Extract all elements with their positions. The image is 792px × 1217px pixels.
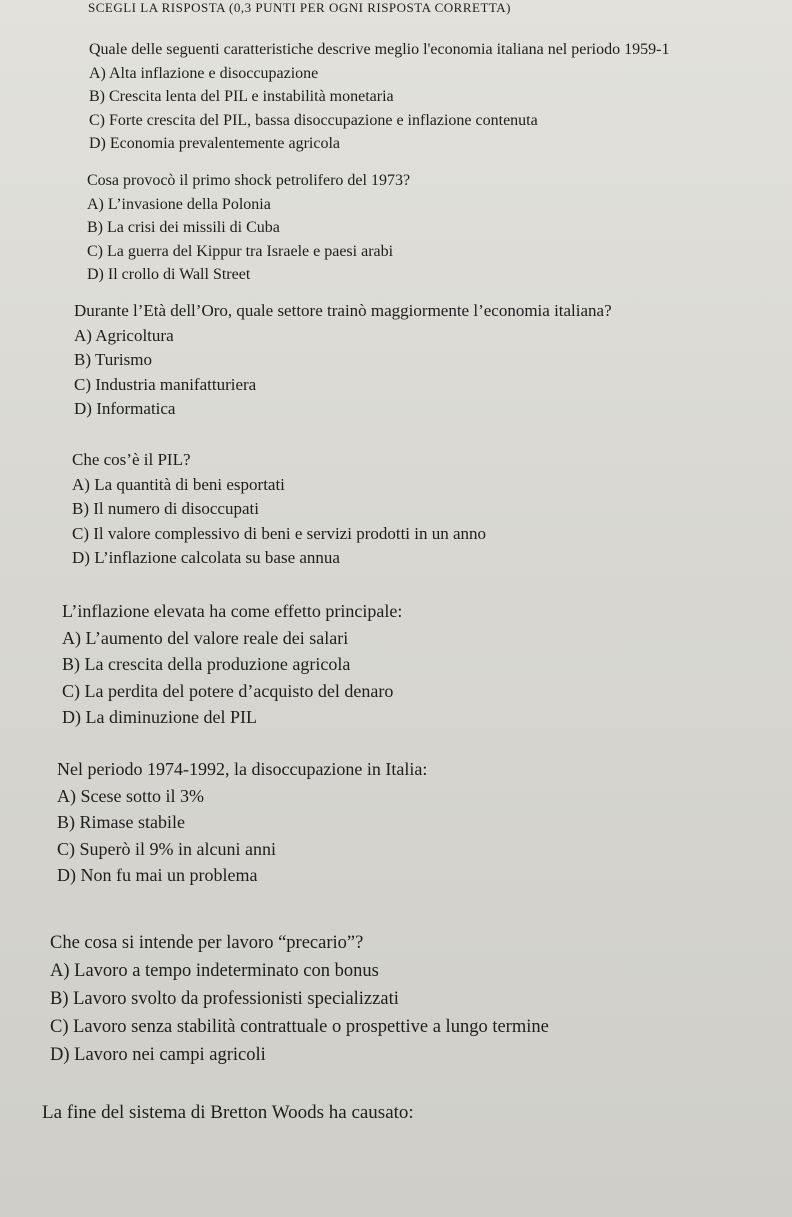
question-block <box>57 756 427 889</box>
answer-option: B) Lavoro svolto da professionisti specializzati <box>50 989 399 1009</box>
question-block <box>50 929 549 1069</box>
instructions-header: SCEGLI LA RISPOSTA (0,3 PUNTI PER OGNI RISPOSTA CORRETTA) <box>88 0 512 15</box>
answer-option: A) Scese sotto il 3% <box>57 785 204 806</box>
question-stem: Durante l’Età dell’Oro, quale settore trainò maggiormente l’economia italiana? <box>74 301 612 320</box>
question-stem: Nel periodo 1974-1992, la disoccupazione in Italia: <box>57 759 428 779</box>
question-block <box>74 299 612 422</box>
answer-option: D) Lavoro nei campi agricoli <box>50 1045 266 1065</box>
question-stem: Quale delle seguenti caratteristiche descrive meglio l'economia italiana nel periodo 1959-1 <box>89 41 670 58</box>
answer-option: C) La guerra del Kippur tra Israele e paesi arabi <box>87 242 394 260</box>
answer-option: B) La crisi dei missili di Cuba <box>87 219 280 236</box>
answer-option: B) La crescita della produzione agricola <box>62 654 351 674</box>
question-block <box>89 38 669 156</box>
answer-option: C) Il valore complessivo di beni e servizi prodotti in un anno <box>72 523 487 543</box>
answer-option: C) La perdita del potere d’acquisto del denaro <box>62 680 394 701</box>
answer-option: B) Crescita lenta del PIL e instabilità monetaria <box>89 88 394 105</box>
answer-option: A) Agricoltura <box>74 325 174 345</box>
answer-option: D) La diminuzione del PIL <box>62 707 257 727</box>
answer-option: A) Alta inflazione e disoccupazione <box>89 64 319 82</box>
answer-option: B) Il numero di disoccupati <box>72 499 259 518</box>
answer-option: C) Forte crescita del PIL, bassa disoccupazione e inflazione contenuta <box>89 111 538 129</box>
answer-option: D) Economia prevalentemente agricola <box>89 135 340 152</box>
answer-option: D) L’inflazione calcolata su base annua <box>72 548 340 567</box>
question-block <box>87 169 410 287</box>
question-block <box>72 448 486 571</box>
answer-option: A) L’invasione della Polonia <box>87 195 271 213</box>
question-stem: La fine del sistema di Bretton Woods ha causato: <box>42 1102 414 1123</box>
answer-option: D) Non fu mai un problema <box>57 865 258 885</box>
answer-option: D) Informatica <box>74 399 176 418</box>
question-block <box>42 1099 414 1127</box>
answer-option: A) Lavoro a tempo indeterminato con bonus <box>50 961 379 981</box>
answer-option: C) Lavoro senza stabilità contrattuale o prospettive a lungo termine <box>50 1017 549 1037</box>
answer-option: D) Il crollo di Wall Street <box>87 266 251 283</box>
question-stem: Che cos’è il PIL? <box>72 450 191 469</box>
question-stem: L’inflazione elevata ha come effetto principale: <box>62 601 403 621</box>
answer-option: B) Turismo <box>74 350 152 369</box>
answer-option: A) L’aumento del valore reale dei salari <box>62 627 349 648</box>
answer-option: C) Superò il 9% in alcuni anni <box>57 838 276 859</box>
question-stem: Che cosa si intende per lavoro “precario”? <box>50 933 364 953</box>
question-stem: Cosa provocò il primo shock petrolifero del 1973? <box>87 172 411 189</box>
question-block <box>62 598 402 731</box>
answer-option: B) Rimase stabile <box>57 812 185 832</box>
answer-option: C) Industria manifatturiera <box>74 374 257 394</box>
answer-option: A) La quantità di beni esportati <box>72 474 285 494</box>
